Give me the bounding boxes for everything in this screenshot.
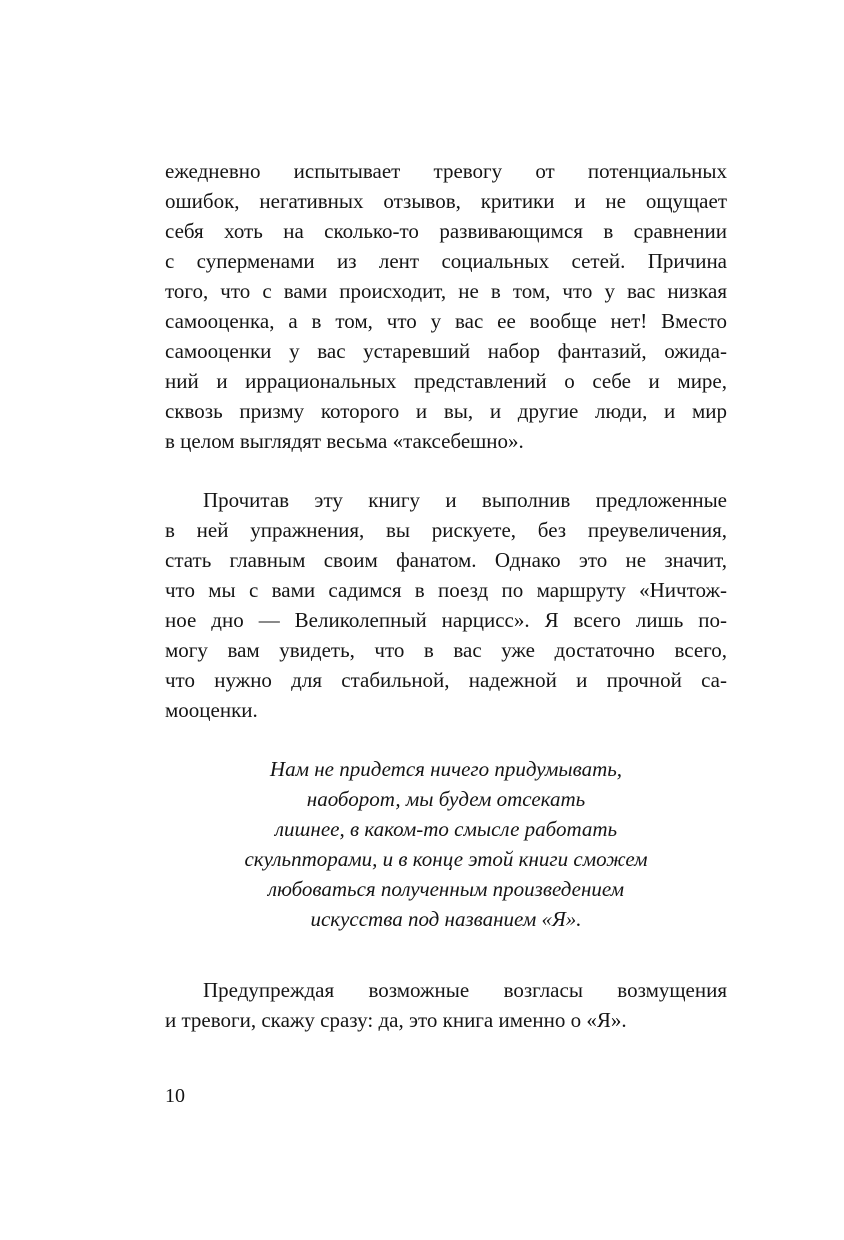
text-line: и тревоги, скажу сразу: да, это книга именно о «Я».	[165, 1008, 627, 1032]
text-line: ошибок, негативных отзывов, критики и не ощущает	[165, 189, 727, 213]
text-line: наоборот, мы будем отсекать	[306, 787, 586, 811]
text-line: самооценки у вас устаревший набор фантазий, ожида-	[165, 339, 727, 363]
text-line: самооценка, а в том, что у вас ее вообще нет! Вместо	[165, 309, 727, 333]
text-line: Нам не придется ничего придумывать,	[269, 757, 623, 781]
text-line: что нужно для стабильной, надежной и прочной са-	[165, 668, 727, 692]
body-paragraph	[165, 485, 727, 725]
page-text	[165, 156, 727, 1064]
text-line: что мы с вами садимся в поезд по маршруту «Ничтож-	[165, 578, 727, 602]
text-line: сквозь призму которого и вы, и другие люди, и мир	[165, 399, 727, 423]
text-line: стать главным своим фанатом. Однако это не значит,	[165, 548, 727, 572]
text-line: ежедневно испытывает тревогу от потенциальных	[165, 159, 727, 183]
text-line: искусства под названием «Я».	[310, 907, 582, 931]
quote-paragraph	[165, 754, 727, 934]
text-line: с суперменами из лент социальных сетей. Причина	[165, 249, 727, 273]
text-line: ное дно — Великолепный нарцисс». Я всего лишь по-	[165, 608, 727, 632]
text-line: Прочитав эту книгу и выполнив предложенные	[203, 488, 727, 512]
body-paragraph	[165, 975, 727, 1035]
text-line: Предупреждая возможные возгласы возмущения	[203, 978, 727, 1002]
text-line: ний и иррациональных представлений о себе и мире,	[165, 369, 727, 393]
page-number: 10	[165, 1085, 185, 1107]
text-line: любоваться полученным произведением	[267, 877, 625, 901]
text-line: в целом выглядят весьма «таксебешно».	[165, 429, 524, 453]
text-line: того, что с вами происходит, не в том, что у вас низкая	[165, 279, 727, 303]
text-line: лишнее, в каком-то смысле работать	[274, 817, 618, 841]
text-line: скульпторами, и в конце этой книги сможем	[244, 847, 648, 871]
text-line: мооценки.	[165, 698, 258, 722]
text-line: в ней упражнения, вы рискуете, без преувеличения,	[165, 518, 727, 542]
body-paragraph	[165, 156, 727, 456]
text-line: могу вам увидеть, что в вас уже достаточно всего,	[165, 638, 727, 662]
text-line: себя хоть на сколько-то развивающимся в сравнении	[165, 219, 727, 243]
